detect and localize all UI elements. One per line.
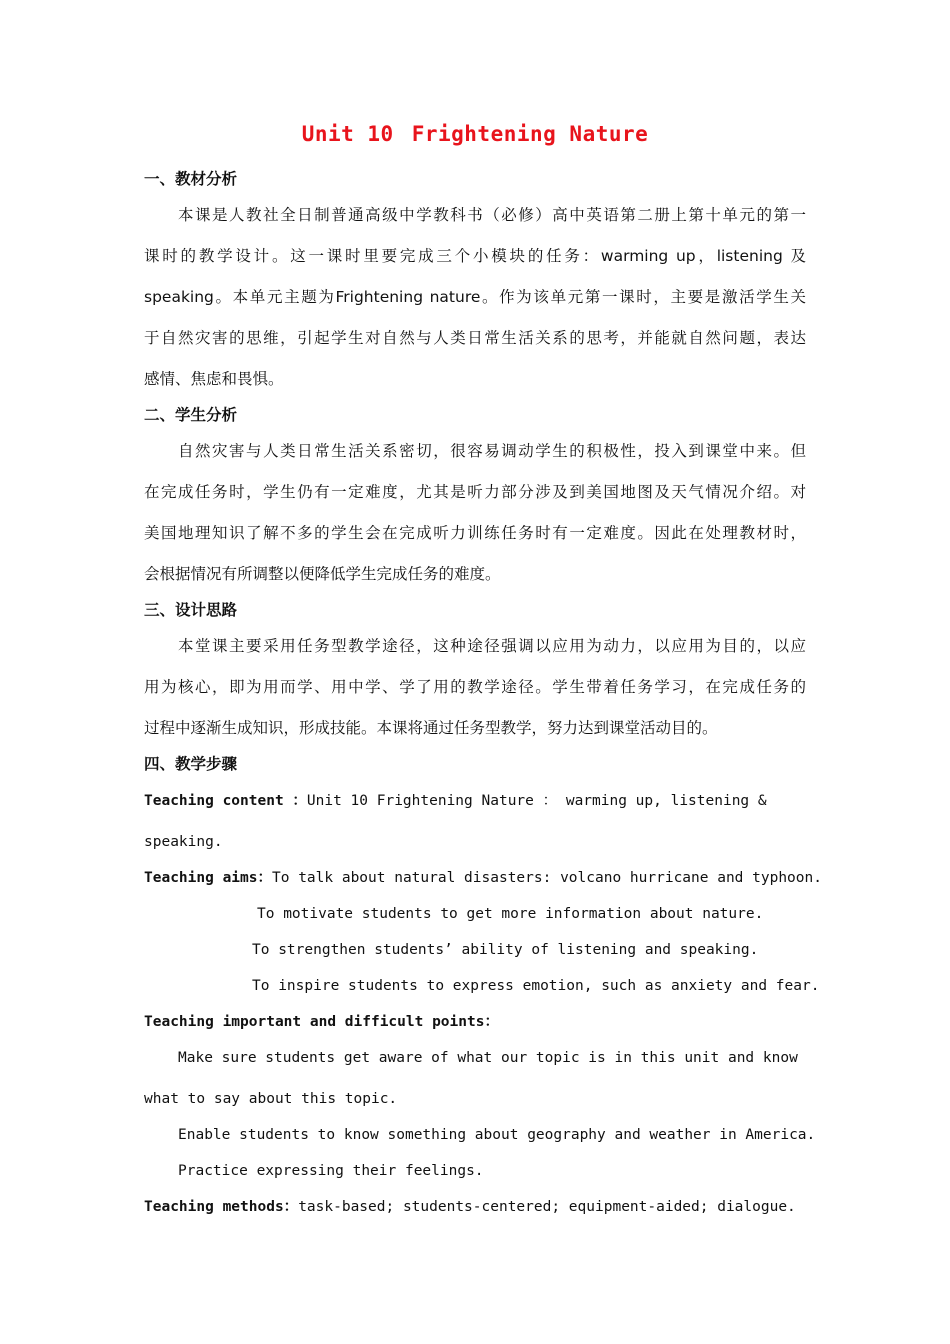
paragraph-line: 感情、焦虑和畏惧。 [144, 370, 284, 388]
teaching-points-label: Teaching important and difficult points： [144, 1014, 499, 1030]
title-unit: Unit 10 [301, 122, 394, 146]
paragraph-line: 用为核心，即为用而学、用中学、学了用的教学途径。学生带着任务学习，在完成任务的 [144, 678, 806, 696]
teaching-content-label: Teaching content ： [144, 793, 307, 809]
paragraph-line: 美国地理知识了解不多的学生会在完成听力训练任务时有一定难度。因此在处理教材时， [144, 524, 806, 542]
paragraph-line: 本堂课主要采用任务型教学途径，这种途径强调以应用为动力，以应用为目的，以应 [178, 637, 806, 655]
teaching-aim: To inspire students to express emotion, such as anxiety and fear. [252, 978, 820, 994]
paragraph-line: 于自然灾害的思维，引起学生对自然与人类日常生活关系的思考，并能就自然问题，表达 [144, 329, 806, 347]
teaching-aims-line [144, 868, 822, 888]
teaching-aim: To talk about natural disasters: volcano hurricane and typhoon. [272, 870, 822, 886]
title-topic: Frightening Nature [411, 122, 649, 146]
teaching-content-line [144, 791, 806, 811]
section-heading-2: 二、学生分析 [144, 406, 238, 424]
paragraph-line: 自然灾害与人类日常生活关系密切，很容易调动学生的积极性，投入到课堂中来。但 [178, 442, 806, 460]
teaching-content-text: Unit 10 Frightening Nature ： warming up, listening & [306, 793, 767, 809]
section-heading-1: 一、教材分析 [144, 170, 238, 188]
teaching-point: Practice expressing their feelings. [178, 1163, 484, 1179]
teaching-point: Make sure students get aware of what our topic is in this unit and know [178, 1050, 798, 1066]
paragraph-line: 在完成任务时，学生仍有一定难度，尤其是听力部分涉及到美国地图及天气情况介绍。对 [144, 483, 806, 501]
paragraph-line: 会根据情况有所调整以便降低学生完成任务的难度。 [144, 565, 501, 583]
teaching-methods-text: task-based; students-centered; equipment-aided; dialogue. [298, 1199, 796, 1215]
teaching-methods-label: Teaching methods： [144, 1199, 299, 1215]
teaching-aim: To strengthen students’ ability of listening and speaking. [252, 942, 759, 958]
teaching-aim: To motivate students to get more information about nature. [257, 906, 764, 922]
teaching-point: what to say about this topic. [144, 1091, 398, 1107]
paragraph-line: 课时的教学设计。这一课时里要完成三个小模块的任务：warming up，listening 及 [144, 247, 806, 265]
section-heading-4: 四、教学步骤 [144, 755, 238, 773]
teaching-content-line-2: speaking. [144, 834, 223, 850]
paragraph-line: speaking。本单元主题为Frightening nature。作为该单元第一课时，主要是激活学生关 [144, 288, 806, 306]
teaching-aims-label: Teaching aims： [144, 870, 272, 886]
paragraph-line: 过程中逐渐生成知识，形成技能。本课将通过任务型教学，努力达到课堂活动目的。 [144, 719, 718, 737]
page-title [0, 122, 950, 146]
section-heading-3: 三、设计思路 [144, 601, 238, 619]
teaching-methods-line [144, 1197, 806, 1217]
teaching-point: Enable students to know something about geography and weather in America. [178, 1127, 816, 1143]
paragraph-line: 本课是人教社全日制普通高级中学教科书（必修）高中英语第二册上第十单元的第一 [178, 206, 806, 224]
